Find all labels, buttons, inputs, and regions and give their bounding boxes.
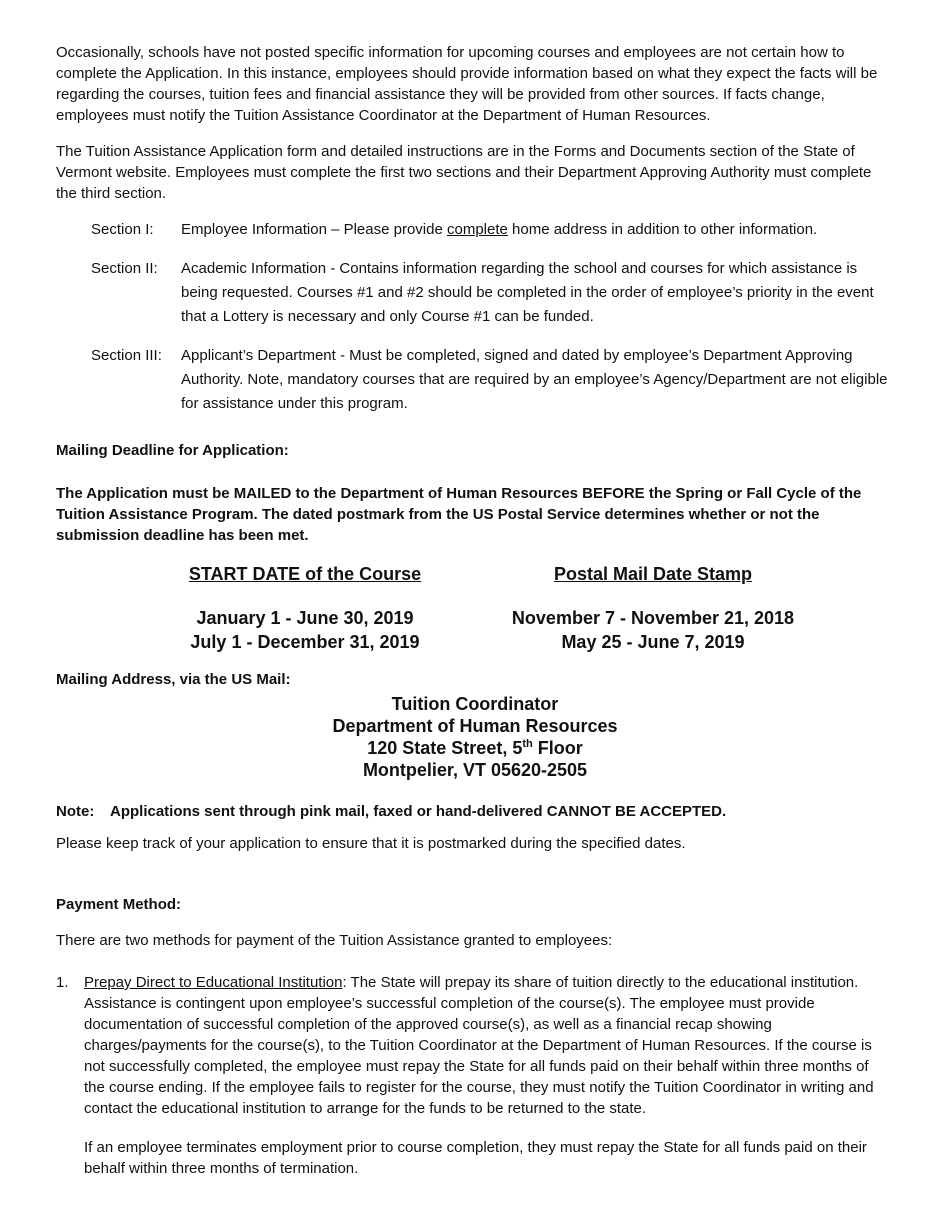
- payment-item-1-body: [84, 972, 891, 1119]
- payment-item-1-followup: If an employee terminates employment prior to course completion, they must repay the State for all funds paid on their behalf within three months of termination.: [84, 1139, 867, 1177]
- section-1-label: Section I:: [91, 221, 154, 238]
- section-3-row: [91, 344, 896, 416]
- note-line: [56, 803, 726, 820]
- payment-item-1-title: Prepay Direct to Educational Institution: [84, 974, 343, 991]
- payment-method-heading: Payment Method:: [56, 896, 182, 913]
- mailing-address-block: [56, 693, 894, 781]
- section-1-text-after: home address in addition to other information.: [507, 221, 818, 238]
- deadline-text: The Application must be MAILED to the Department of Human Resources BEFORE the Spring or Fall Cycle of the Tuition Assistance Program. The dated postmark from the US Postal Service determines whether or not the submission deadline has been met.: [56, 485, 862, 544]
- postal-stamp-date-1: November 7 - November 21, 2018: [511, 608, 795, 628]
- section-2-text: Academic Information - Contains information regarding the school and courses for which assistance is being requested. Courses #1 and #2 should be completed in the order of employee’s priority in the event that a Lottery is necessary and only Course #1 can be funded.: [181, 260, 874, 325]
- address-line-3-suffix: Floor: [532, 738, 583, 758]
- start-date-2: July 1 - December 31, 2019: [190, 632, 420, 652]
- address-line-3-prefix: 120 State Street, 5: [367, 738, 523, 758]
- intro-paragraph-1: Occasionally, schools have not posted specific information for upcoming courses and employees are not certain how to complete the Application. In this instance, employees should provide information based on what they expect the facts will be regarding the courses, tuition fees and financial assistance they will be provided from other sources. If facts change, employees must notify the Tuition Assistance Coordinator at the Department of Human Resources.: [56, 44, 878, 124]
- address-line-4: Montpelier, VT 05620-2505: [362, 760, 588, 780]
- section-2-label: Section II:: [91, 260, 158, 277]
- keep-track-text: Please keep track of your application to ensure that it is postmarked during the specified dates.: [56, 835, 686, 852]
- payment-item-1: [56, 972, 891, 1119]
- deadline-heading: Mailing Deadline for Application:: [56, 442, 289, 459]
- section-1-underlined-word: complete: [446, 221, 508, 238]
- start-date-column: [156, 562, 454, 654]
- payment-intro: There are two methods for payment of the Tuition Assistance granted to employees:: [56, 932, 613, 949]
- note-text: Applications sent through pink mail, faxed or hand-delivered CANNOT BE ACCEPTED.: [110, 803, 727, 820]
- intro-paragraph-2: The Tuition Assistance Application form and detailed instructions are in the Forms and Documents section of the State of Vermont website. Employees must complete the first two sections and their Department Approving Authority must complete the third section.: [56, 143, 872, 202]
- payment-item-1-text: : The State will prepay its share of tuition directly to the educational institution. Assistance is contingent upon employee’s successful completion of the course(s). The employee must provide documentation of successful completion of the approved course(s), as well as a financial recap showing charges/payments for the course(s), to the Tuition Coordinator at the Department of Human Resources. If the course is not successfully completed, the employee must repay the State for all funds paid on their behalf within three months of the course ending. If the employee fails to register for the course, they must notify the Tuition Coordinator in writing and contact the educational institution to arrange for the funds to be returned to the state.: [84, 974, 874, 1117]
- address-line-1: Tuition Coordinator: [391, 694, 559, 714]
- address-line-3: [56, 737, 894, 759]
- postal-stamp-header: Postal Mail Date Stamp: [553, 564, 753, 584]
- note-label: Note:: [56, 803, 95, 820]
- postal-stamp-column: [488, 562, 818, 654]
- start-date-1: January 1 - June 30, 2019: [196, 608, 414, 628]
- address-line-3-sup: th: [522, 738, 533, 750]
- payment-item-1-number: 1.: [56, 974, 69, 991]
- section-1-text: [181, 218, 896, 242]
- postal-stamp-date-2: May 25 - June 7, 2019: [561, 632, 745, 652]
- address-line-2: Department of Human Resources: [332, 716, 618, 736]
- section-3-text: Applicant’s Department - Must be completed, signed and dated by employee’s Department Approving Authority. Note, mandatory courses that are required by an employee’s Agency/Department are not eligible for assistance under this program.: [181, 347, 888, 412]
- mailing-address-heading: Mailing Address, via the US Mail:: [56, 671, 291, 688]
- section-2-row: [91, 257, 896, 329]
- section-3-label: Section III:: [91, 347, 162, 364]
- start-date-header: START DATE of the Course: [188, 564, 422, 584]
- section-1-row: [91, 218, 896, 242]
- section-1-text-before: Employee Information – Please provide: [181, 221, 447, 238]
